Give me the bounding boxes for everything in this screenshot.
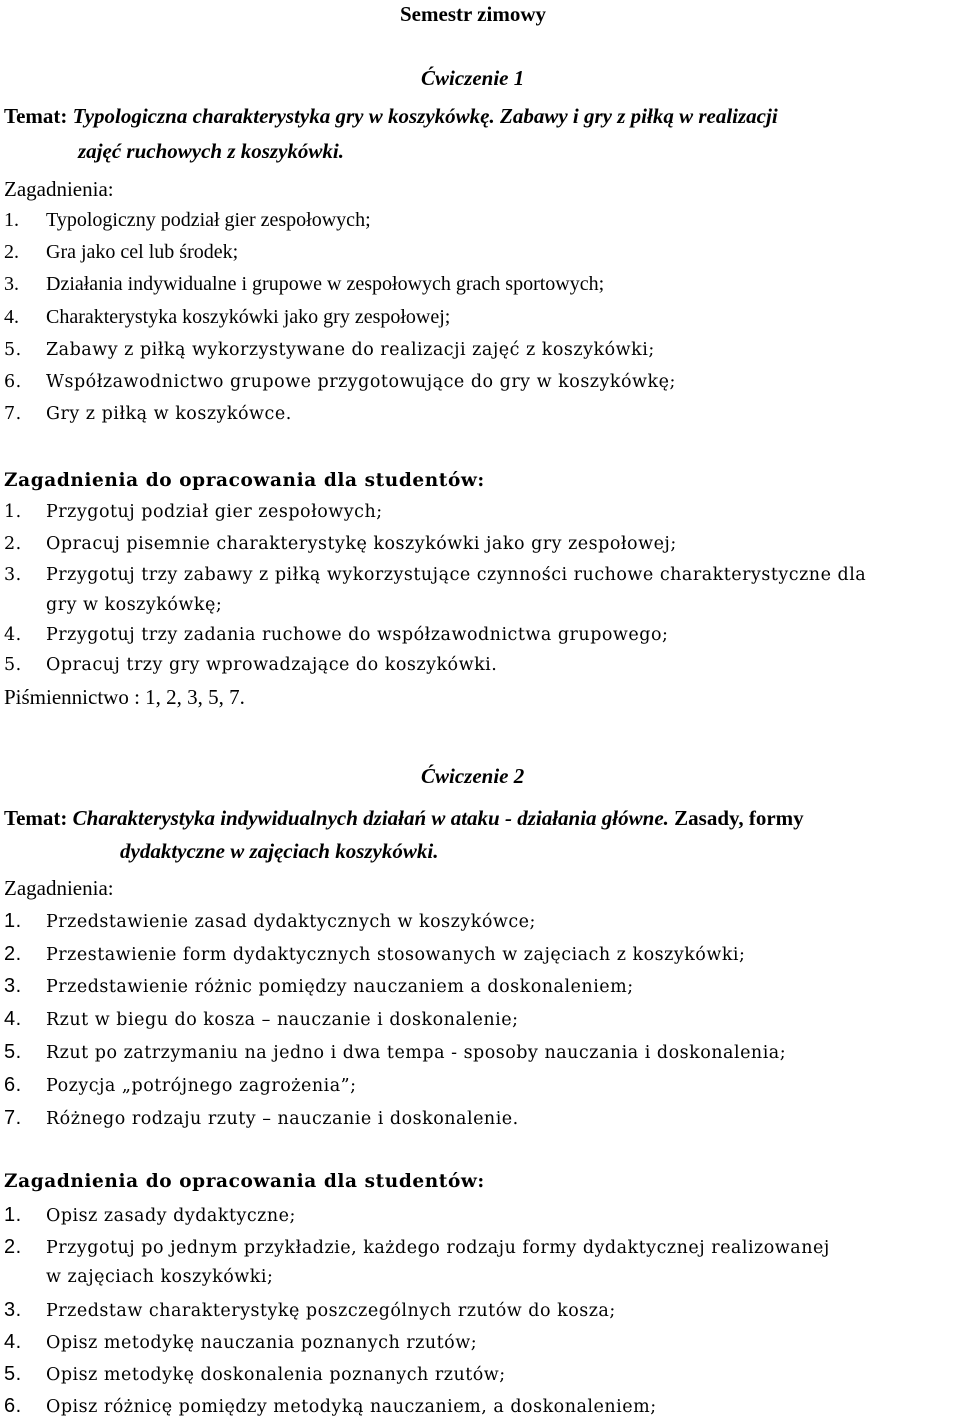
list-item: 6. Współzawodnictwo grupowe przygotowujące do gry w koszykówkę; (4, 372, 676, 392)
list-item: 2. Opracuj pisemnie charakterystykę koszykówki jako gry zespołowej; (4, 534, 677, 554)
list-item: 6. Pozycja „potrójnego zagrożenia”; (4, 1074, 357, 1096)
list-item: 4. Charakterystyka koszykówki jako gry zespołowej; (4, 306, 451, 328)
exercise-1-topic (4, 104, 778, 129)
list-item: 3. Przedstaw charakterystykę poszczególnych rzutów do kosza; (4, 1299, 616, 1321)
list-item: 5. Opisz metodykę doskonalenia poznanych rzutów; (4, 1363, 506, 1385)
list-item-continuation: gry w koszykówkę; (46, 595, 223, 615)
list-item: 2. Gra jako cel lub środek; (4, 241, 239, 263)
list-item: 5. Opracuj trzy gry wprowadzające do koszykówki. (4, 655, 498, 675)
exercise-1-pismiennictwo: Piśmiennictwo : 1, 2, 3, 5, 7. (4, 685, 245, 709)
list-item: 1. Przedstawienie zasad dydaktycznych w koszykówce; (4, 910, 536, 932)
list-item: 6. Opisz różnicę pomiędzy metodyką nauczaniem, a doskonaleniem; (4, 1395, 657, 1417)
topic-label: Temat: (4, 104, 68, 128)
exercise-1-topic-line2: zajęć ruchowych z koszykówki. (78, 139, 345, 163)
topic-text: Typologiczna charakterystyka gry w koszykówkę. Zabawy i gry z piłką w realizacji (72, 104, 778, 128)
list-item: 5. Zabawy z piłką wykorzystywane do realizacji zajęć z koszykówki; (4, 340, 655, 360)
topic-text-italic: Charakterystyka indywidualnych działań w ataku - działania główne. (72, 806, 669, 830)
list-item: 3. Przedstawienie różnic pomiędzy nauczaniem a doskonaleniem; (4, 975, 634, 997)
list-item: 1. Typologiczny podział gier zespołowych; (4, 209, 371, 231)
list-item: 1. Opisz zasady dydaktyczne; (4, 1204, 296, 1226)
exercise-2-heading: Ćwiczenie 2 (421, 764, 525, 788)
list-item: 4. Przygotuj trzy zadania ruchowe do współzawodnictwa grupowego; (4, 625, 669, 645)
list-item: 3. Przygotuj trzy zabawy z piłką wykorzystujące czynności ruchowe charakterystyczne dla (4, 565, 867, 585)
list-item: 4. Rzut w biegu do kosza – nauczanie i doskonalenie; (4, 1008, 519, 1030)
exercise-2-zagadnienia-label: Zagadnienia: (4, 876, 114, 900)
list-item: 2. Przestawienie form dydaktycznych stosowanych w zajęciach z koszykówki; (4, 943, 746, 965)
exercise-2-topic-line2: dydaktyczne w zajęciach koszykówki. (120, 839, 439, 863)
exercise-1-zagadnienia-label: Zagadnienia: (4, 177, 114, 201)
list-item: 7. Różnego rodzaju rzuty – nauczanie i doskonalenie. (4, 1107, 519, 1129)
list-item: 7. Gry z piłką w koszykówce. (4, 404, 292, 424)
exercise-1-studenci-label: Zagadnienia do opracowania dla studentów: (4, 470, 485, 491)
exercise-1-heading: Ćwiczenie 1 (421, 66, 525, 90)
list-item: 2. Przygotuj po jednym przykładzie, każdego rodzaju formy dydaktycznej realizowanej (4, 1236, 830, 1258)
exercise-2-studenci-label: Zagadnienia do opracowania dla studentów: (4, 1171, 485, 1192)
topic-label: Temat: (4, 806, 68, 830)
list-item: 5. Rzut po zatrzymaniu na jedno i dwa tempa - sposoby nauczania i doskonalenia; (4, 1041, 787, 1063)
topic-text-bold: Zasady, formy (668, 806, 804, 830)
list-item: 3. Działania indywidualne i grupowe w zespołowych grach sportowych; (4, 273, 605, 295)
page-title: Semestr zimowy (400, 2, 546, 26)
exercise-2-topic (4, 806, 804, 831)
list-item-continuation: w zajęciach koszykówki; (46, 1267, 274, 1287)
list-item: 4. Opisz metodykę nauczania poznanych rzutów; (4, 1331, 478, 1353)
list-item: 1. Przygotuj podział gier zespołowych; (4, 502, 383, 522)
